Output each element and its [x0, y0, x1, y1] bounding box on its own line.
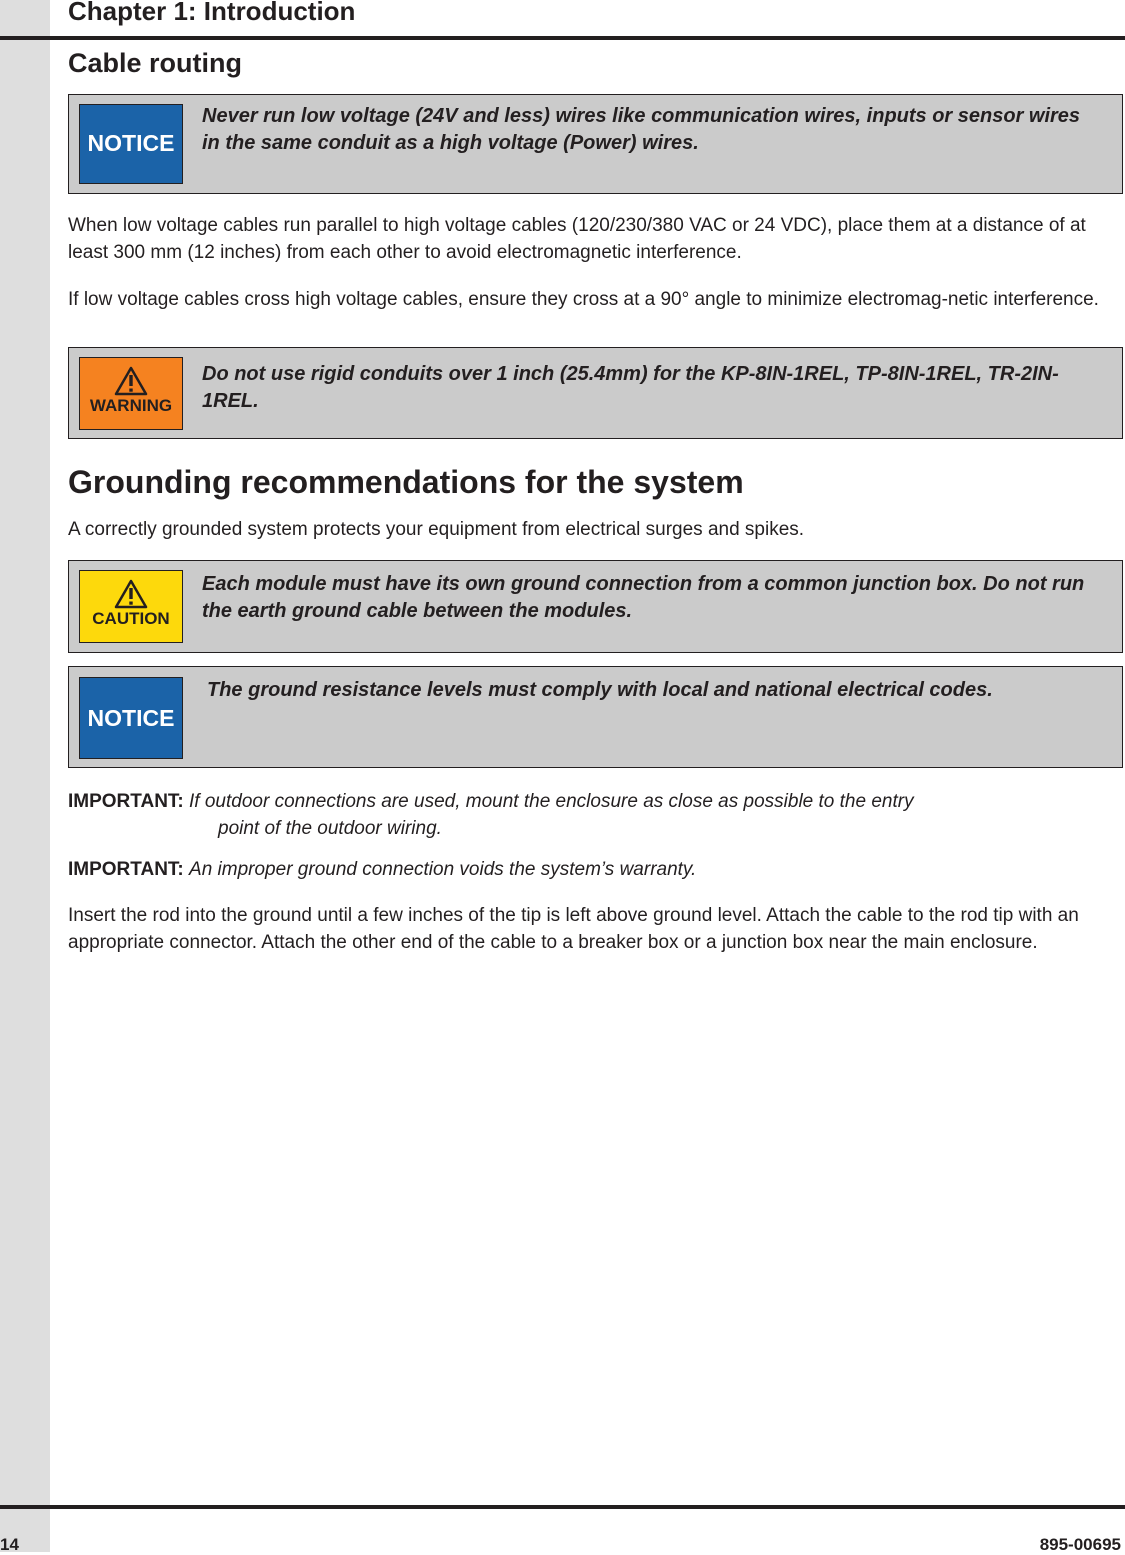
document-number: 895-00695	[1039, 1535, 1121, 1554]
chapter-header: Chapter 1: Introduction	[68, 0, 356, 26]
warning-triangle-icon	[114, 366, 148, 396]
important-note-outdoor	[68, 788, 1125, 842]
important-note-warranty	[68, 856, 1125, 883]
header-rule	[0, 36, 1125, 40]
notice-text: Never run low voltage (24V and less) wires like communication wires, inputs or sensor wires in the same conduit as a high voltage (Power) wires.	[202, 105, 1081, 154]
notice-text: The ground resistance levels must comply with local and national electrical codes.	[207, 679, 993, 701]
page-number: 14	[0, 1535, 19, 1554]
warning-box-rigid-conduits	[68, 347, 1123, 439]
caution-label: CAUTION	[92, 609, 170, 628]
caution-text: Each module must have its own ground connection from a common junction box. Do not run the earth ground cable between the modules.	[202, 573, 1085, 622]
warning-triangle-icon	[114, 579, 148, 609]
important-label: IMPORTANT:	[68, 859, 184, 880]
warning-text: Do not use rigid conduits over 1 inch (25.4mm) for the KP-8IN-1REL, TP-8IN-1REL, TR-2IN-1REL.	[202, 363, 1059, 412]
important-text-continuation: point of the outdoor wiring.	[218, 818, 442, 839]
paragraph-grounding-intro: A correctly grounded system protects your equipment from electrical surges and spikes.	[68, 519, 805, 540]
notice-box-ground-resistance	[68, 666, 1123, 768]
page-margin-bar	[0, 0, 50, 1552]
warning-label: WARNING	[89, 396, 173, 415]
caution-badge	[79, 570, 183, 643]
important-text: An improper ground connection voids the system’s warranty.	[189, 859, 697, 880]
section-title-cable-routing: Cable routing	[68, 48, 242, 78]
caution-box-ground-connection	[68, 560, 1123, 653]
section-title-grounding: Grounding recommendations for the system	[68, 464, 744, 500]
notice-badge: NOTICE	[79, 104, 183, 184]
paragraph-ground-rod-install: Insert the rod into the ground until a few inches of the tip is left above ground level. Attach the cable to the rod tip with an appropriate connector. Attach the other end of the cable to a breaker box or a junction box near the main enclosure.	[68, 905, 1079, 953]
footer-rule	[0, 1505, 1125, 1509]
paragraph-crossing-cables: If low voltage cables cross high voltage cables, ensure they cross at a 90° angle to minimize electromag-netic interference.	[68, 289, 1099, 310]
paragraph-parallel-cables: When low voltage cables run parallel to high voltage cables (120/230/380 VAC or 24 VDC), place them at a distance of at least 300 mm (12 inches) from each other to avoid electromagnetic interference.	[68, 215, 1086, 263]
important-label: IMPORTANT:	[68, 791, 184, 812]
important-text: If outdoor connections are used, mount the enclosure as close as possible to the entry	[189, 791, 914, 812]
notice-box-conduit	[68, 94, 1123, 194]
notice-badge: NOTICE	[79, 677, 183, 759]
warning-badge	[79, 357, 183, 430]
